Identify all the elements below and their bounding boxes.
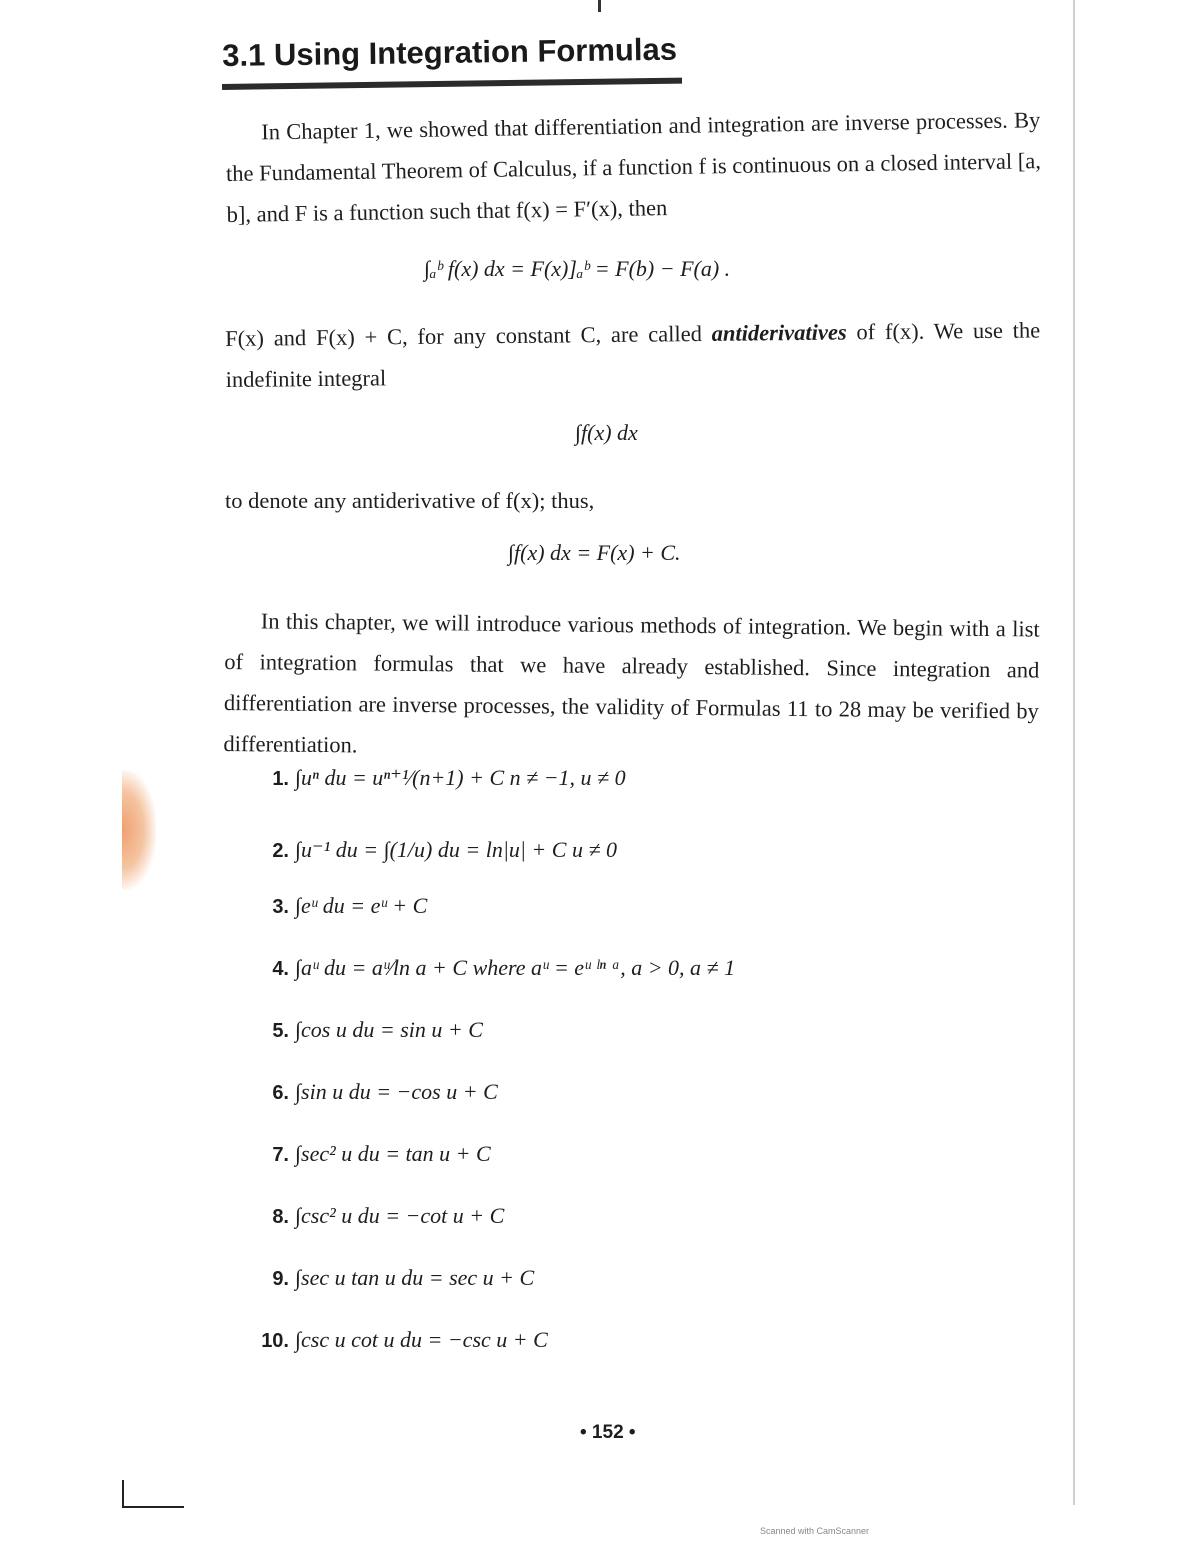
page-corner-mark xyxy=(122,1480,184,1508)
antiderivatives-term: antiderivatives xyxy=(711,319,847,346)
formula-expression: ∫sin u du = −cos u + C xyxy=(295,1079,498,1104)
heading-underline xyxy=(222,78,682,90)
formula-item xyxy=(255,837,617,863)
formula-number: 2. xyxy=(272,840,289,862)
formula-number: 3. xyxy=(272,896,289,918)
formula-expression: ∫aᵘ du = aᵘ⁄ln a + C where aᵘ = eᵘ ˡⁿ ᵃ, a > 0, a ≠ 1 xyxy=(295,955,736,980)
page-number: • 152 • xyxy=(580,1422,636,1443)
formula-item xyxy=(255,955,735,981)
formula-item xyxy=(255,893,427,919)
formula-number: 8. xyxy=(272,1206,289,1228)
formula-item xyxy=(255,1327,548,1353)
page-right-edge xyxy=(1073,0,1075,1505)
formula-number: 10. xyxy=(261,1330,289,1352)
denote-paragraph: to denote any antiderivative of f(x); thus, xyxy=(225,488,595,513)
formula-item xyxy=(255,1141,491,1167)
formula-item xyxy=(255,765,626,791)
formula-expression: ∫cos u du = sin u + C xyxy=(295,1017,483,1042)
formula-number: 7. xyxy=(272,1144,289,1166)
formula-expression: ∫u⁻¹ du = ∫(1/u) du = ln|u| + C u ≠ 0 xyxy=(295,837,618,862)
antiderivative-text-b: of f(x). We use the indefinite integral xyxy=(225,317,1041,392)
formula-number: 4. xyxy=(272,958,289,980)
formula-expression: ∫csc u cot u du = −csc u + C xyxy=(295,1327,548,1352)
definite-integral-equation: ∫ₐᵇ f(x) dx = F(x)]ₐᵇ = F(b) − F(a) . xyxy=(424,256,731,281)
formula-expression: ∫csc² u du = −cot u + C xyxy=(295,1203,505,1228)
antiderivative-text-a: F(x) and F(x) + C, for any constant C, are called xyxy=(225,320,712,351)
formula-item xyxy=(255,1203,504,1229)
formula-number: 6. xyxy=(272,1082,289,1104)
formula-item xyxy=(255,1079,498,1105)
formula-number: 5. xyxy=(272,1020,289,1042)
formula-number: 9. xyxy=(272,1268,289,1290)
finger-shadow xyxy=(122,770,156,890)
antiderivative-paragraph xyxy=(225,309,1041,400)
formula-expression: ∫eᵘ du = eᵘ + C xyxy=(295,893,428,918)
formula-expression: ∫uⁿ du = uⁿ⁺¹⁄(n+1) + C n ≠ −1, u ≠ 0 xyxy=(295,765,626,790)
scanner-watermark: Scanned with CamScanner xyxy=(760,1526,870,1536)
formula-item xyxy=(255,1265,534,1291)
intro-paragraph: In Chapter 1, we showed that differentiation and integration are inverse processes. By the Fundamental Theorem of Calculus, if a function f is continuous on a closed interval [a, b], and F is a function such that f(x) = F′(x), then xyxy=(225,107,1042,227)
formula-item xyxy=(255,1017,483,1043)
indefinite-integral-equation: ∫f(x) dx = F(x) + C. xyxy=(508,540,681,565)
methods-paragraph: In this chapter, we will introduce various methods of integration. We begin with a list of integration formulas that we have already established. Since integration and differentiation are inverse processes, the validity of Formulas 11 to 28 may be verified by differentiation. xyxy=(223,608,1040,758)
section-heading: 3.1 Using Integration Formulas xyxy=(222,31,678,73)
top-edge-mark xyxy=(598,0,601,12)
formula-expression: ∫sec² u du = tan u + C xyxy=(295,1141,491,1166)
formula-number: 1. xyxy=(272,768,289,790)
indefinite-integral-notation: ∫f(x) dx xyxy=(575,420,638,445)
formula-expression: ∫sec u tan u du = sec u + C xyxy=(295,1265,535,1290)
